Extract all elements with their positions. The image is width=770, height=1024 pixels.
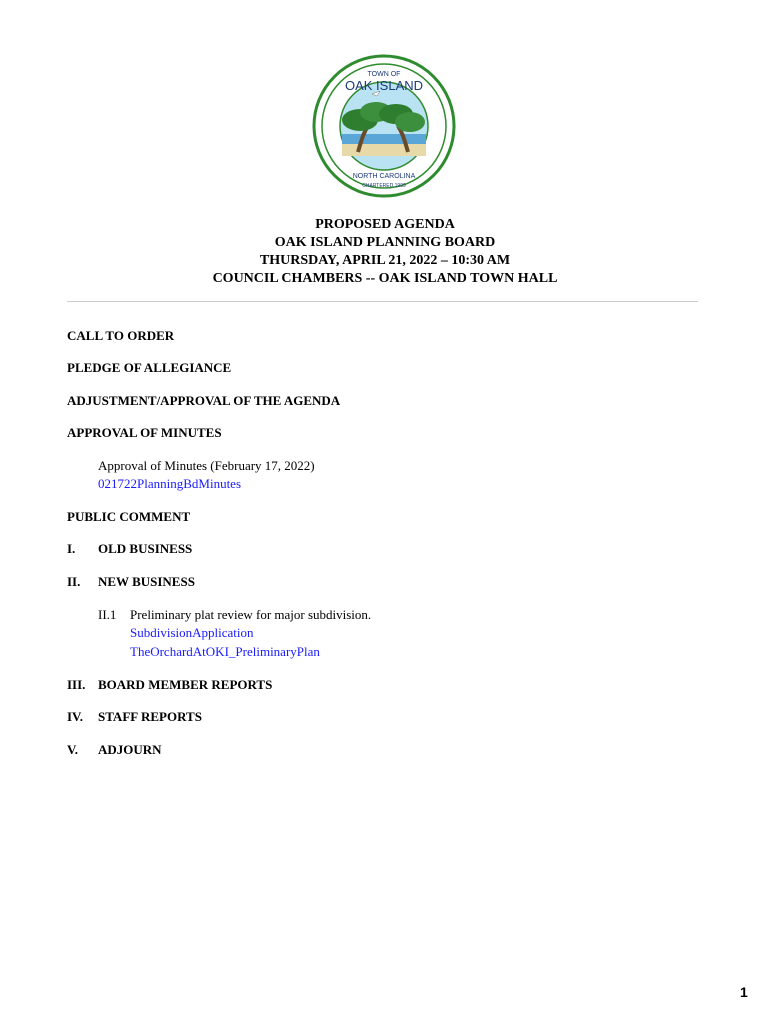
- call-to-order: CALL TO ORDER: [67, 328, 175, 343]
- page-number: 1: [740, 984, 748, 1000]
- new-business-item-number: II.1: [98, 607, 117, 622]
- old-business-row: [0, 541, 770, 559]
- town-seal-logo: [312, 54, 456, 198]
- header-line-4: COUNCIL CHAMBERS -- OAK ISLAND TOWN HALL: [212, 271, 558, 286]
- seal-charter: CHARTERED 1999: [362, 183, 406, 189]
- new-business-number: II.: [67, 574, 81, 589]
- board-reports-row: [0, 677, 770, 695]
- minutes-link[interactable]: 021722PlanningBdMinutes: [98, 476, 242, 491]
- seal-state: NORTH CAROLINA: [352, 173, 416, 180]
- new-business-label: NEW BUSINESS: [98, 574, 195, 589]
- agenda-header: [0, 216, 770, 288]
- adjourn-label: ADJOURN: [98, 742, 162, 757]
- minutes-description: Approval of Minutes (February 17, 2022): [98, 458, 315, 473]
- preliminary-plan-link[interactable]: TheOrchardAtOKI_PreliminaryPlan: [130, 644, 320, 659]
- old-business-number: I.: [67, 541, 76, 556]
- staff-reports-label: STAFF REPORTS: [98, 709, 202, 724]
- approval-of-minutes: APPROVAL OF MINUTES: [67, 425, 222, 440]
- public-comment: PUBLIC COMMENT: [67, 509, 191, 524]
- seal-name: OAK ISLAND: [344, 78, 424, 93]
- staff-reports-row: [0, 709, 770, 727]
- header-divider: [67, 301, 698, 302]
- old-business-label: OLD BUSINESS: [98, 541, 193, 556]
- adjustment-approval: ADJUSTMENT/APPROVAL OF THE AGENDA: [67, 393, 341, 408]
- pledge-of-allegiance: PLEDGE OF ALLEGIANCE: [67, 360, 232, 375]
- staff-reports-number: IV.: [67, 709, 84, 724]
- new-business-row: [0, 574, 770, 592]
- board-reports-label: BOARD MEMBER REPORTS: [98, 677, 273, 692]
- header-line-1: PROPOSED AGENDA: [315, 217, 455, 232]
- adjourn-number: V.: [67, 742, 78, 757]
- board-reports-number: III.: [67, 677, 86, 692]
- subdivision-application-link[interactable]: SubdivisionApplication: [130, 625, 254, 640]
- adjourn-row: [0, 742, 770, 760]
- new-business-item-description: Preliminary plat review for major subdivision.: [130, 607, 372, 622]
- header-line-2: OAK ISLAND PLANNING BOARD: [274, 235, 496, 250]
- seal-top-text: TOWN OF: [367, 71, 401, 78]
- header-line-3: THURSDAY, APRIL 21, 2022 – 10:30 AM: [259, 253, 511, 268]
